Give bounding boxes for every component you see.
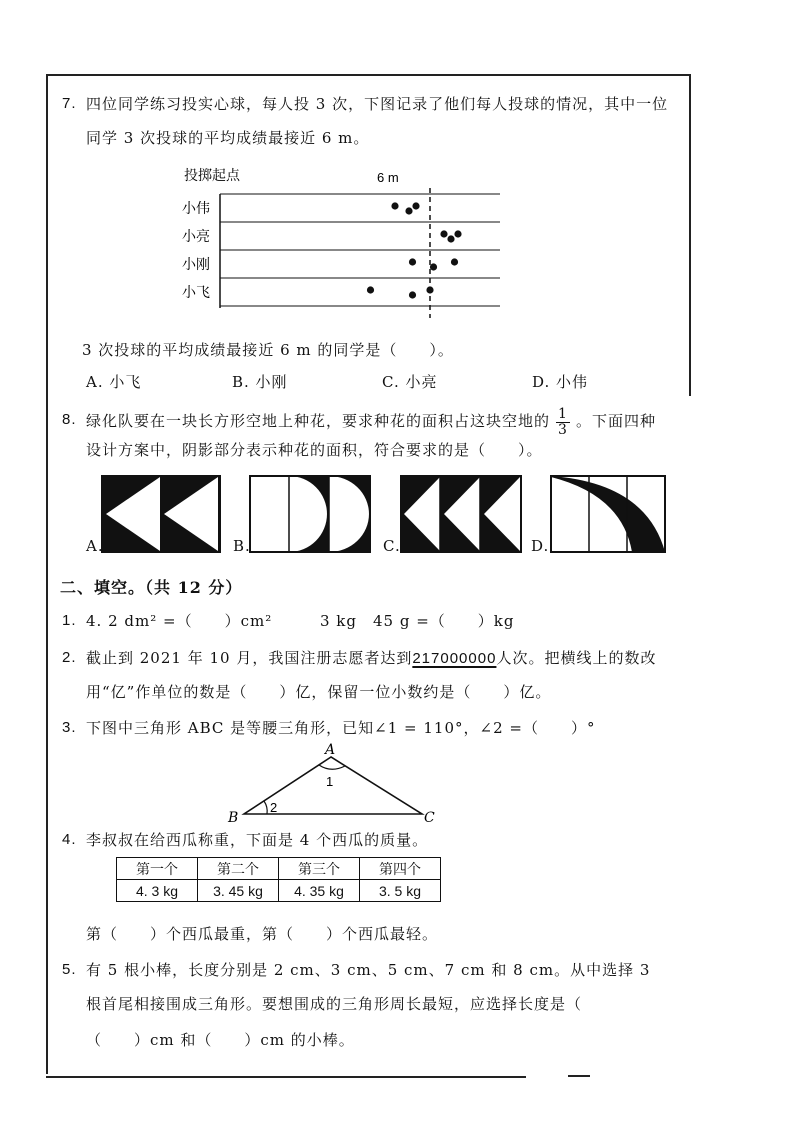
chart-student-label: 小亮	[182, 229, 210, 245]
q7-option-b: B. 小刚	[232, 373, 288, 391]
chart-student-label: 小伟	[182, 201, 210, 217]
angle-2-arc	[264, 801, 267, 814]
q7-question: 3 次投球的平均成绩最接近 6 m 的同学是（ ）。	[82, 341, 454, 359]
chart-throw-point	[447, 235, 454, 242]
f1-number: 1.	[62, 612, 77, 629]
q8-option-c: C.	[383, 537, 401, 555]
chart-throw-point	[440, 230, 447, 237]
q8-option-b: B.	[233, 537, 251, 555]
q7-option-c: C. 小亮	[382, 373, 438, 391]
angle-2-label: 2	[270, 800, 278, 815]
page-frame-bottom	[46, 1076, 526, 1078]
q8-text-line2: 设计方案中，阴影部分表示种花的面积，符合要求的是（ ）。	[86, 441, 543, 459]
q8-text-line1-start: 绿化队要在一块长方形空地上种花，要求种花的面积占这块空地的	[86, 412, 551, 430]
angle-1-label: 1	[326, 774, 334, 789]
f3-number: 3.	[62, 719, 77, 736]
throw-chart	[170, 158, 510, 326]
chart-throw-point	[391, 202, 398, 209]
q7-text-line2: 同学 3 次投球的平均成绩最接近 6 m。	[86, 129, 370, 147]
page-frame-left	[46, 74, 48, 1074]
f1-part2: 3 kg 45 g =（ ）kg	[320, 612, 515, 630]
chart-throw-point	[430, 263, 437, 270]
page-frame-dash	[568, 1075, 590, 1077]
page-frame-right	[689, 74, 691, 396]
f4-number: 4.	[62, 831, 77, 848]
chart-rows	[182, 194, 500, 306]
q8-text-line1	[86, 406, 656, 438]
vertex-a-label: A	[325, 742, 336, 758]
f1-part1: 4. 2 dm² =（ ）cm²	[86, 612, 273, 630]
f2-post: 人次。把横线上的数改	[496, 649, 657, 667]
page-frame-top	[46, 74, 691, 76]
q8-number: 8.	[62, 411, 77, 428]
f3-text: 下图中三角形 ABC 是等腰三角形，已知∠1 = 110°，∠2 =（ ）°	[86, 719, 596, 737]
f2-underlined-number: 217000000	[412, 650, 497, 667]
section-2-title: 二、填空。（共 12 分）	[60, 578, 243, 597]
table-cell: 3. 45 kg	[198, 880, 279, 902]
chart-origin-label: 投掷起点	[184, 168, 240, 184]
q8-text-line1-end: 。下面四种	[575, 412, 656, 430]
table-header-cell: 第四个	[360, 858, 441, 880]
chart-student-label: 小飞	[182, 285, 210, 301]
table-header-cell: 第一个	[117, 858, 198, 880]
table-header-cell: 第二个	[198, 858, 279, 880]
f5-line3: （ ）cm 和（ ）cm 的小棒。	[86, 1031, 355, 1049]
f2-pre: 截止到 2021 年 10 月，我国注册志愿者达到	[86, 649, 413, 667]
f5-line2: 根首尾相接围成三角形。要想围成的三角形周长最短，应选择长度是（	[86, 995, 583, 1013]
chart-throw-point	[426, 286, 433, 293]
q8-figure-c	[400, 475, 522, 553]
q8-figure-d	[550, 475, 666, 553]
chart-throw-point	[412, 202, 419, 209]
table-row	[117, 880, 441, 902]
q8-figure-a	[101, 475, 221, 553]
f2-line1	[86, 648, 656, 669]
f5-line1: 有 5 根小棒，长度分别是 2 cm、3 cm、5 cm、7 cm 和 8 cm。从中选择 3	[86, 961, 651, 979]
f2-number: 2.	[62, 649, 77, 666]
q7-option-d: D. 小伟	[532, 373, 589, 391]
table-cell: 3. 5 kg	[360, 880, 441, 902]
chart-throw-point	[409, 258, 416, 265]
angle-1-arc	[319, 765, 345, 769]
triangle-abc-figure	[226, 742, 446, 826]
chart-throw-point	[451, 258, 458, 265]
q8-figure-b	[249, 475, 371, 553]
chart-throw-point	[454, 230, 461, 237]
f4-text: 李叔叔在给西瓜称重，下面是 4 个西瓜的质量。	[86, 831, 429, 849]
vertex-c-label: C	[424, 810, 435, 826]
q8-fraction-denominator: 3	[558, 421, 568, 438]
q7-number: 7.	[62, 95, 77, 112]
q7-option-a: A. 小飞	[86, 373, 142, 391]
vertex-b-label: B	[228, 810, 239, 826]
table-cell: 4. 3 kg	[117, 880, 198, 902]
table-header-cell: 第三个	[279, 858, 360, 880]
melon-weight-table	[116, 857, 441, 902]
chart-throw-point	[409, 291, 416, 298]
chart-throw-point	[405, 207, 412, 214]
f2-line2: 用“亿”作单位的数是（ ）亿，保留一位小数约是（ ）亿。	[86, 683, 552, 701]
chart-throw-point	[367, 286, 374, 293]
f5-number: 5.	[62, 961, 77, 978]
f4-answer: 第（ ）个西瓜最重，第（ ）个西瓜最轻。	[86, 925, 439, 943]
chart-6m-label: 6 m	[377, 170, 399, 185]
q8-option-a: A.	[86, 537, 104, 555]
chart-student-label: 小刚	[182, 257, 210, 273]
q8-fraction-numerator: 1	[558, 405, 568, 422]
table-cell: 4. 35 kg	[279, 880, 360, 902]
table-row	[117, 858, 441, 880]
q7-text-line1: 四位同学练习投实心球，每人投 3 次，下图记录了他们每人投球的情况，其中一位	[86, 95, 669, 113]
q8-fraction	[556, 407, 570, 438]
q8-option-d: D.	[531, 537, 550, 555]
